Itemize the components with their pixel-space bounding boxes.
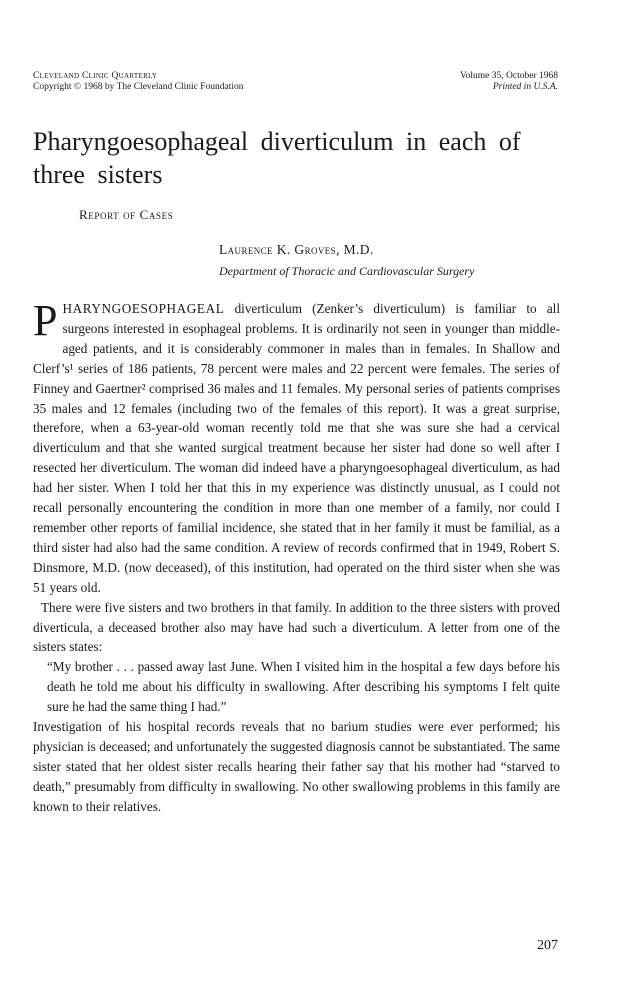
lead-word: HARYNGOESOPHAGEAL <box>62 301 225 316</box>
article-title: Pharyngoesophageal diverticulum in each of three sisters <box>33 127 521 189</box>
paragraph-2: There were five sisters and two brothers in that family. In addition to the three sisters with proved diverticula, a deceased brother also may have had such a diverticulum. A letter from one of the sisters states: <box>33 599 560 655</box>
copyright-line: Copyright © 1968 by The Cleveland Clinic Foundation <box>33 82 244 92</box>
paragraph-3: Investigation of his hospital records reveals that no barium studies were ever performed; his physician is deceased; and unfortunately the suggested diagnosis cannot be substantiated. The same sister stated that her oldest sister recalls hearing their father say that his mother had “starved to death,” presumably from difficulty in swallowing. No other swallowing problems in this family are known to their relatives. <box>33 719 560 814</box>
journal-name: Cleveland Clinic Quarterly <box>33 71 158 81</box>
page-number: 207 <box>537 938 558 953</box>
running-header-left <box>33 71 243 93</box>
volume-line: Volume 35, October 1968 <box>460 71 558 81</box>
paragraph-1 <box>33 296 560 598</box>
block-quote: “My brother . . . passed away last June. When I visited him in the hospital a few days before his death he told me about his difficulty in swallowing. After describing his symptoms I felt quite sure he had the same thing I had.” <box>47 659 560 715</box>
printed-line: Printed in U.S.A. <box>492 82 558 92</box>
article-body <box>33 296 560 817</box>
author-name: Laurence K. Groves, M.D. <box>219 242 374 257</box>
author-department: Department of Thoracic and Cardiovascular Surgery <box>219 264 475 278</box>
paragraph-1-text: diverticulum (Zenker’s diverticulum) is familiar to all surgeons interested in esophageal problems. It is ordinarily not seen in younger than middle-aged patients, and it is considerably commoner in males than in females. In Shallow and Clerf’s¹ series of 186 patients, 78 percent were males and 22 percent were females. The series of Finney and Gaertner² comprised 36 males and 11 females. My personal series of patients comprises 35 males and 12 females (including two of the females of this report). It was a great surprise, therefore, when a 63-year-old woman recently told me that she was sure she had a cervical diverticulum and that she wanted surgical treatment because her sister had done so well after I resected her diverticulum. The woman did indeed have a pharyngoesophageal diverticulum, as had had her sister. When I told her that this in my experience was distinctly unusual, as I could not recall personally encountering the condition in more than one member of a family, nor could I remember other reports of familial incidence, she stated that in her family it must be familial, as a third sister had also had the same condition. A review of records confirmed that in 1949, Robert S. Dinsmore, M.D. (now deceased), of this institution, had operated on the third sister when she was 51 years old. <box>33 301 560 595</box>
running-header-right <box>460 71 558 93</box>
drop-cap: P <box>33 296 58 345</box>
article-subtitle: Report of Cases <box>79 207 174 222</box>
